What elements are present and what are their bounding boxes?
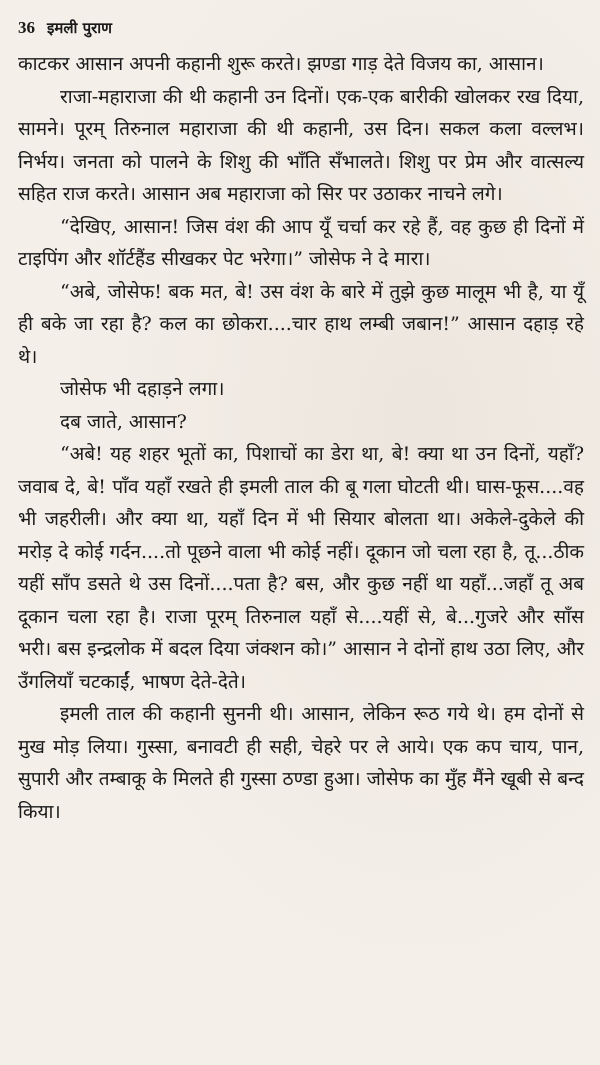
paragraph-5: जोसेफ भी दहाड़ने लगा। <box>60 378 225 400</box>
paragraph-7: “अबे! यह शहर भूतों का, पिशाचों का डेरा था, बे! क्या था उन दिनों, यहाँ? जवाब दे, बे! पाँव यहाँ रखते ही इमली ताल की बू गला घोटती थी। घास-फूस....वह भी जहरीली। और क्या था, यहाँ दिन में भी सियार बोलता था। अकेले-दुकेले की मरोड़ दे कोई गर्दन....तो पूछने वाला भी कोई नहीं। दूकान जो चला रहा है, तू...ठीक यहीं साँप डसते थे उस दिनों....पता है? बस, और कुछ नहीं था यहाँ...जहाँ तू अब दूकान चला रहा है। राजा पूरम् तिरुनाल यहाँ से....यहीं से, बे...गुजरे और साँस भरी। बस इन्द्रलोक में बदल दिया जंक्शन को।” आसान ने दोनों हाथ उठा लिए, और उँगलियाँ चटकाईं, भाषण देते-देते। <box>18 443 584 693</box>
page-number: 36 <box>18 18 35 37</box>
paragraph-8: इमली ताल की कहानी सुननी थी। आसान, लेकिन रूठ गये थे। हम दोनों से मुख मोड़ लिया। गुस्सा, बनावटी ही सही, चेहरे पर ले आये। एक कप चाय, पान, सुपारी और तम्बाकू के मिलते ही गुस्सा ठण्डा हुआ। जोसेफ का मुँह मैंने खूबी से बन्द किया। <box>18 703 584 823</box>
body-text <box>18 48 584 828</box>
paragraph-2: राजा-महाराजा की थी कहानी उन दिनों। एक-एक बारीकी खोलकर रख दिया, सामने। पूरम् तिरुनाल महाराजा की थी कहानी, उस दिन। सकल कला वल्लभ। निर्भय। जनता को पालने के शिशु की भाँति सँभालते। शिशु पर प्रेम और वात्सल्य सहित राज करते। आसान अब महाराजा को सिर पर उठाकर नाचने लगे। <box>18 85 584 205</box>
running-head <box>18 18 584 48</box>
paragraph-4: “अबे, जोसेफ! बक मत, बे! उस वंश के बारे में तुझे कुछ मालूम भी है, या यूँ ही बके जा रहा है? कल का छोकरा....चार हाथ लम्बी जबान!” आसान दहाड़ रहे थे। <box>18 280 584 368</box>
paragraph-3: “देखिए, आसान! जिस वंश की आप यूँ चर्चा कर रहे हैं, वह कुछ ही दिनों में टाइपिंग और शॉर्टहैंड सीखकर पेट भरेगा।” जोसेफ ने दे मारा। <box>18 215 584 270</box>
paragraph-1: काटकर आसान अपनी कहानी शुरू करते। झण्डा गाड़ देते विजय का, आसान। <box>18 53 544 75</box>
paragraph-6: दब जाते, आसान? <box>60 410 187 433</box>
book-title: इमली पुराण <box>47 19 112 37</box>
